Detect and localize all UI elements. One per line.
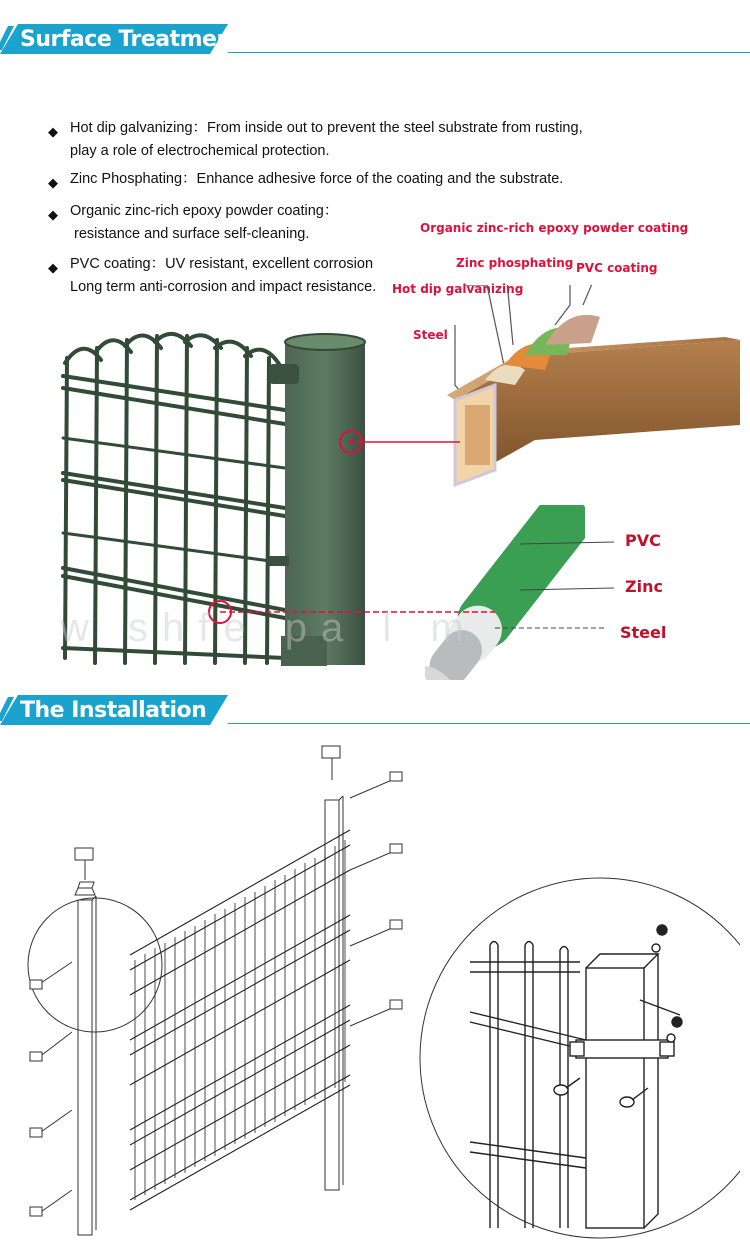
bullet-label: Zinc Phosphating [70,171,183,187]
banner-tab [0,24,242,58]
diamond-bullet-icon: ◆ [48,124,58,139]
bullet-continuation-text: resistance and surface self-cleaning. [74,226,310,242]
section-title-surface: Surface Treatment [20,27,242,52]
bullet-label: Hot dip galvanizing [70,120,193,136]
bullet-text: UV resistant, excellent corrosion [165,256,374,272]
bullet-continuation-text: Long term anti-corrosion and impact resistance. [70,279,377,295]
wire-layer-pvc: PVC [625,531,661,550]
bullet-text: From inside out to prevent the steel substrate from rusting, [207,120,583,136]
wire-layer-zinc: Zinc [625,577,663,596]
bullet-separator: ： [323,203,339,219]
banner-divider [228,723,750,724]
diamond-bullet-icon: ◆ [48,175,58,190]
bullet-text: Enhance adhesive force of the coating and the substrate. [196,171,564,187]
section-title-installation: The Installation [20,698,207,723]
diamond-bullet-icon: ◆ [48,207,58,222]
installation-banner [0,695,750,729]
label-pvc-coating: PVC coating [576,261,658,275]
bullet-separator: ： [192,120,208,136]
bullet-label: PVC coating [70,256,151,272]
label-steel: Steel [413,328,448,342]
surface-treatment-banner [0,24,750,58]
bullet-separator: ： [150,256,166,272]
installation-exploded-drawing [20,740,740,1245]
square-tube-coating-diagram [395,285,750,495]
wire-layer-steel: Steel [620,623,667,642]
diamond-bullet-icon: ◆ [48,260,58,275]
bullet-label: Organic zinc-rich epoxy powder coating [70,203,324,219]
bullet-continuation-text: play a role of electrochemical protection. [70,143,330,159]
watermark-text: w shfe pa l m [60,606,478,650]
label-hot-dip-galvanizing: Hot dip galvanizing [392,282,524,296]
banner-tab [0,695,228,729]
post-to-tube-connector [335,425,465,461]
label-zinc-phosphating: Zinc phosphating [456,256,574,270]
bullet-separator: ： [182,171,197,187]
banner-divider [228,52,750,53]
label-organic-coating: Organic zinc-rich epoxy powder coating [420,221,689,235]
